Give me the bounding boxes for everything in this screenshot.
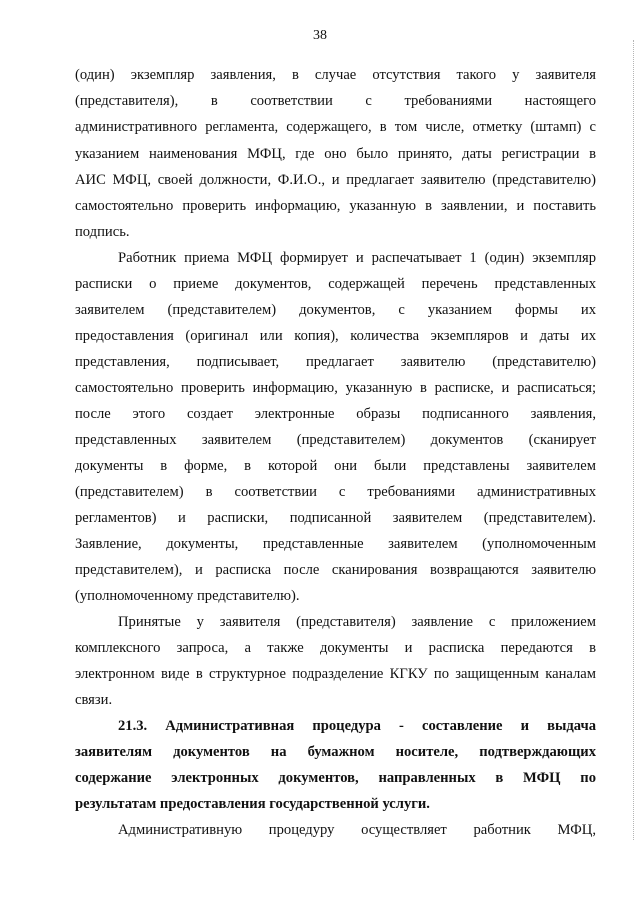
text-line: комплексного запроса, а также документы и расписка передаются в (75, 640, 596, 656)
section-heading-line: заявителям документов на бумажном носителе, подтверждающих (75, 744, 596, 760)
text-line: заявителем (представителем) документов, с указанием формы их (75, 302, 596, 318)
text-line: Принятые у заявителя (представителя) заявление с приложением (118, 614, 596, 630)
text-line: подпись. (75, 224, 130, 240)
text-line: представления, подписывает, предлагает заявителю (представителю) (75, 354, 596, 370)
text-line: (представителем) в соответствии с требованиями административных (75, 484, 596, 500)
text-line: (уполномоченному представителю). (75, 588, 300, 604)
text-line: Административную процедуру осуществляет работник МФЦ, (118, 822, 596, 838)
text-line: самостоятельно проверить информацию, указанную в заявлении, и поставить (75, 198, 596, 214)
scan-edge-line (633, 40, 634, 840)
text-line: представителем), и расписка после сканирования возвращаются заявителю (75, 562, 596, 578)
text-line: Заявление, документы, представленные заявителем (уполномоченным (75, 536, 596, 552)
text-line: предоставления (оригинал или копия), количества экземпляров и даты их (75, 328, 596, 344)
text-line: электронном виде в структурное подразделение КГКУ по защищенным каналам (75, 666, 596, 682)
text-line: регламентов) и расписки, подписанной заявителем (представителем). (75, 510, 596, 526)
text-line: (представителя), в соответствии с требованиями настоящего (75, 93, 596, 109)
section-heading-line: содержание электронных документов, направленных в МФЦ по (75, 770, 596, 786)
text-line: после этого создает электронные образы подписанного заявления, (75, 406, 596, 422)
text-line: самостоятельно проверить информацию, указанную в расписке, и расписаться; (75, 380, 596, 396)
text-line: административного регламента, содержащего, в том числе, отметку (штамп) с (75, 119, 596, 135)
text-line: представленных заявителем (представителем) документов (сканирует (75, 432, 596, 448)
text-line: АИС МФЦ, своей должности, Ф.И.О., и предлагает заявителю (представителю) (75, 172, 596, 188)
text-line: (один) экземпляр заявления, в случае отсутствия такого у заявителя (75, 67, 596, 83)
text-line: связи. (75, 692, 113, 708)
text-line: документы в форме, в которой они были представлены заявителем (75, 458, 596, 474)
text-line: расписки о приеме документов, содержащей перечень представленных (75, 276, 596, 292)
section-heading-line: результатам предоставления государственной услуги. (75, 796, 430, 812)
text-line: Работник приема МФЦ формирует и распечатывает 1 (один) экземпляр (118, 250, 596, 266)
section-heading-line: 21.3. Административная процедура - составление и выдача (118, 718, 596, 734)
text-line: указанием наименования МФЦ, где оно было принято, даты регистрации в (75, 146, 596, 162)
page-number: 38 (313, 28, 327, 43)
